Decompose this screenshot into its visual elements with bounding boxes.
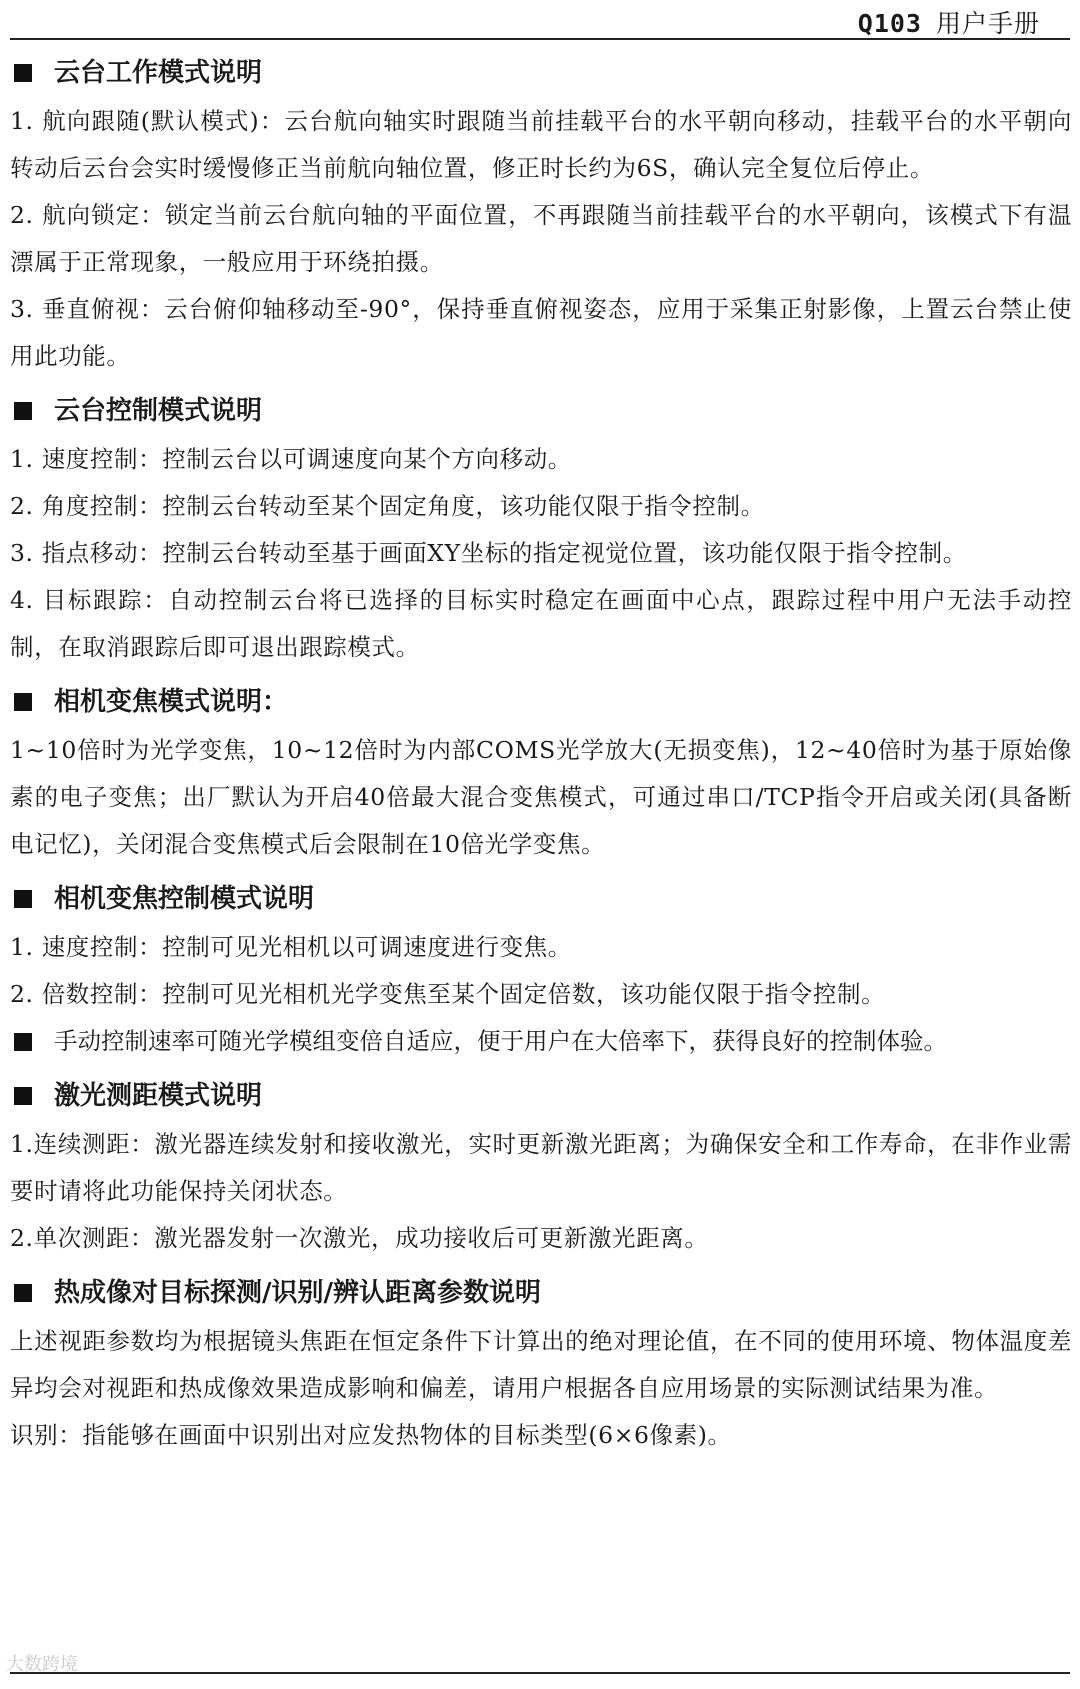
paragraph: 1. 速度控制：控制可见光相机以可调速度进行变焦。 (10, 933, 572, 961)
paragraph: 2. 倍数控制：控制可见光相机光学变焦至某个固定倍数，该功能仅限于指令控制。 (10, 980, 886, 1008)
paragraph: 2. 角度控制：控制云台转动至某个固定角度，该功能仅限于指令控制。 (10, 492, 765, 520)
paragraph: 4. 目标跟踪：自动控制云台将已选择的目标实时稳定在画面中心点，跟踪过程中用户无法手动控制，在取消跟踪后即可退出跟踪模式。 (10, 586, 1072, 661)
section-title: 相机变焦控制模式说明 (10, 874, 1072, 924)
watermark-logo: 大数跨境 (6, 1654, 78, 1675)
square-bullet-icon (14, 402, 32, 420)
paragraph: 上述视距参数均为根据镜头焦距在恒定条件下计算出的绝对理论值，在不同的使用环境、物体温度差异均会对视距和热成像效果造成影响和偏差，请用户根据各自应用场景的实际测试结果为准。 (10, 1327, 1072, 1402)
square-bullet-icon (14, 1033, 32, 1051)
section-title: 云台控制模式说明 (10, 386, 1072, 436)
paragraph: 1.连续测距：激光器连续发射和接收激光，实时更新激光距离；为确保安全和工作寿命，在非作业需要时请将此功能保持关闭状态。 (10, 1130, 1072, 1205)
model-number: Q103 (857, 9, 922, 38)
section-camera-zoom-control (10, 874, 1072, 1065)
section-title: 激光测距模式说明 (10, 1071, 1072, 1121)
paragraph: 2. 航向锁定：锁定当前云台航向轴的平面位置，不再跟随当前挂载平台的水平朝向，该模式下有温漂属于正常现象，一般应用于环绕拍摄。 (10, 201, 1072, 276)
header-title (858, 4, 1040, 40)
square-bullet-icon (14, 64, 32, 82)
page-content (10, 42, 1072, 1459)
square-bullet-icon (14, 693, 32, 711)
paragraph: 2.单次测距：激光器发射一次激光，成功接收后可更新激光距离。 (10, 1224, 709, 1252)
section-gimbal-control-mode (10, 386, 1072, 671)
note-bullet: 手动控制速率可随光学模组变倍自适应，便于用户在大倍率下，获得良好的控制体验。 (10, 1018, 1072, 1065)
square-bullet-icon (14, 890, 32, 908)
square-bullet-icon (14, 1087, 32, 1105)
section-title: 热成像对目标探测/识别/辨认距离参数说明 (10, 1268, 1072, 1318)
square-bullet-icon (14, 1284, 32, 1302)
section-laser-ranging (10, 1071, 1072, 1262)
paragraph: 1~10倍时为光学变焦，10~12倍时为内部COMS光学放大(无损变焦)，12~40倍时为基于原始像素的电子变焦；出厂默认为开启40倍最大混合变焦模式，可通过串口/TCP指令开启或关闭(具备断电记忆)，关闭混合变焦模式后会限制在10倍光学变焦。 (10, 736, 1072, 858)
section-title: 相机变焦模式说明： (10, 677, 1072, 727)
paragraph: 3. 指点移动：控制云台转动至基于画面XY坐标的指定视觉位置，该功能仅限于指令控制。 (10, 539, 967, 567)
paragraph: 1. 航向跟随(默认模式)：云台航向轴实时跟随当前挂载平台的水平朝向移动，挂载平台的水平朝向转动后云台会实时缓慢修正当前航向轴位置，修正时长约为6S，确认完全复位后停止。 (10, 107, 1072, 182)
paragraph: 3. 垂直俯视：云台俯仰轴移动至-90°，保持垂直俯视姿态，应用于采集正射影像，上置云台禁止使用此功能。 (10, 295, 1072, 370)
page-header (10, 0, 1070, 40)
section-camera-zoom-mode (10, 677, 1072, 868)
section-thermal-distance (10, 1268, 1072, 1459)
paragraph: 识别：指能够在画面中识别出对应发热物体的目标类型(6×6像素)。 (10, 1421, 732, 1449)
section-gimbal-work-mode (10, 48, 1072, 380)
manual-title: 用户手册 (935, 9, 1040, 38)
paragraph: 1. 速度控制：控制云台以可调速度向某个方向移动。 (10, 445, 572, 473)
section-title: 云台工作模式说明 (10, 48, 1072, 98)
footer-divider (10, 1672, 1070, 1674)
